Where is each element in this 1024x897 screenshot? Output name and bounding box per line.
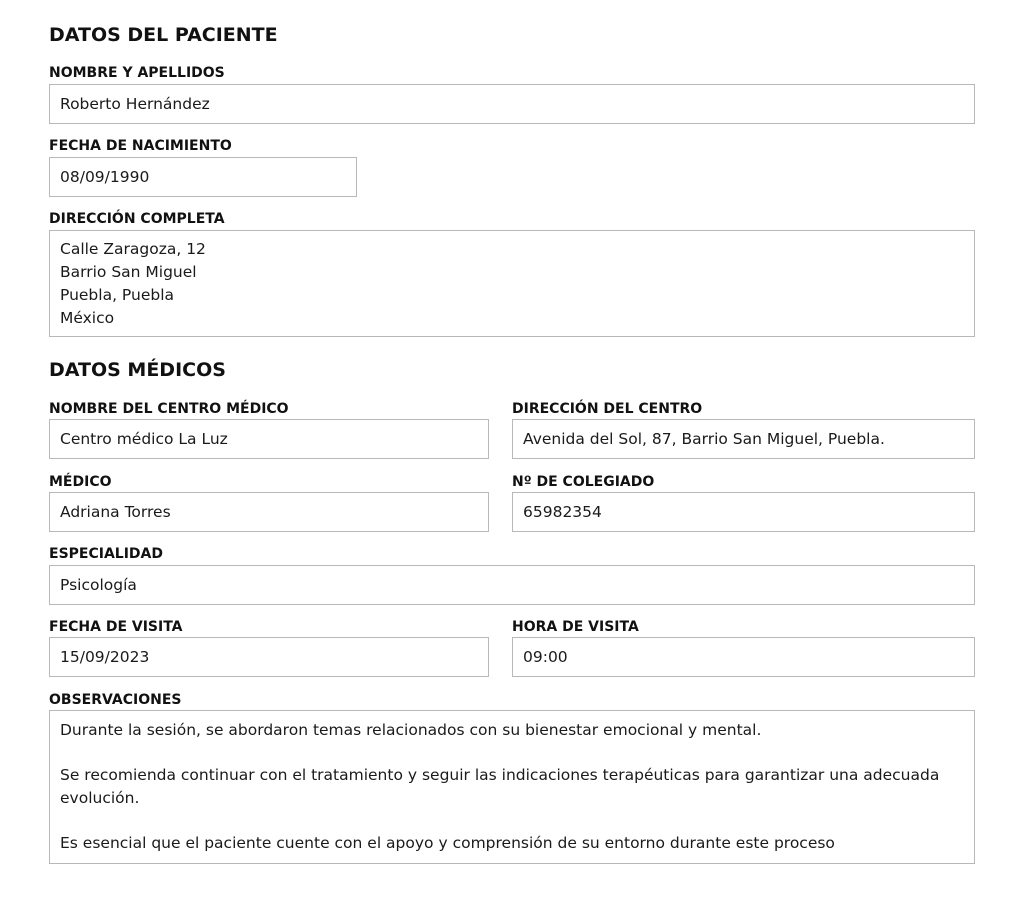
center-name-field[interactable] — [49, 419, 489, 459]
name-field[interactable] — [49, 84, 975, 124]
name-label: NOMBRE Y APELLIDOS — [49, 65, 225, 81]
visit-date-field[interactable] — [49, 637, 489, 677]
center-address-field[interactable] — [512, 419, 975, 459]
dob-value: 08/09/1990 — [60, 168, 150, 186]
patient-section-title: DATOS DEL PACIENTE — [49, 24, 278, 46]
observation-paragraph: Se recomienda continuar con el tratamiento y seguir las indicaciones terapéuticas para garantizar una adecuada evolución. — [60, 766, 940, 807]
dob-field[interactable] — [49, 157, 357, 197]
observation-paragraph: Es esencial que el paciente cuente con el apoyo y comprensión de su entorno durante este proceso — [60, 834, 835, 852]
visit-time-label: HORA DE VISITA — [512, 619, 639, 635]
visit-date-label: FECHA DE VISITA — [49, 619, 183, 635]
center-name-value: Centro médico La Luz — [60, 430, 228, 448]
dob-label: FECHA DE NACIMIENTO — [49, 138, 232, 154]
address-line: México — [60, 309, 115, 327]
doctor-label: MÉDICO — [49, 474, 112, 490]
center-address-value: Avenida del Sol, 87, Barrio San Miguel, Puebla. — [523, 430, 885, 448]
observations-field[interactable] — [49, 710, 975, 864]
address-field[interactable] — [49, 230, 975, 337]
medical-section-title: DATOS MÉDICOS — [49, 359, 226, 381]
doctor-field[interactable] — [49, 492, 489, 532]
address-line: Puebla, Puebla — [60, 286, 175, 304]
visit-date-value: 15/09/2023 — [60, 648, 150, 666]
license-value: 65982354 — [523, 503, 602, 521]
observations-label: OBSERVACIONES — [49, 692, 182, 708]
specialty-label: ESPECIALIDAD — [49, 546, 163, 562]
specialty-field[interactable] — [49, 565, 975, 605]
observation-paragraph: Durante la sesión, se abordaron temas relacionados con su bienestar emocional y mental. — [60, 721, 762, 739]
doctor-value: Adriana Torres — [60, 503, 171, 521]
license-label: Nº DE COLEGIADO — [512, 474, 655, 490]
center-name-label: NOMBRE DEL CENTRO MÉDICO — [49, 401, 289, 417]
address-line: Barrio San Miguel — [60, 263, 197, 281]
license-field[interactable] — [512, 492, 975, 532]
specialty-value: Psicología — [60, 576, 137, 594]
address-label: DIRECCIÓN COMPLETA — [49, 211, 225, 227]
name-value: Roberto Hernández — [60, 95, 210, 113]
center-address-label: DIRECCIÓN DEL CENTRO — [512, 401, 703, 417]
address-line: Calle Zaragoza, 12 — [60, 240, 206, 258]
visit-time-field[interactable] — [512, 637, 975, 677]
visit-time-value: 09:00 — [523, 648, 568, 666]
